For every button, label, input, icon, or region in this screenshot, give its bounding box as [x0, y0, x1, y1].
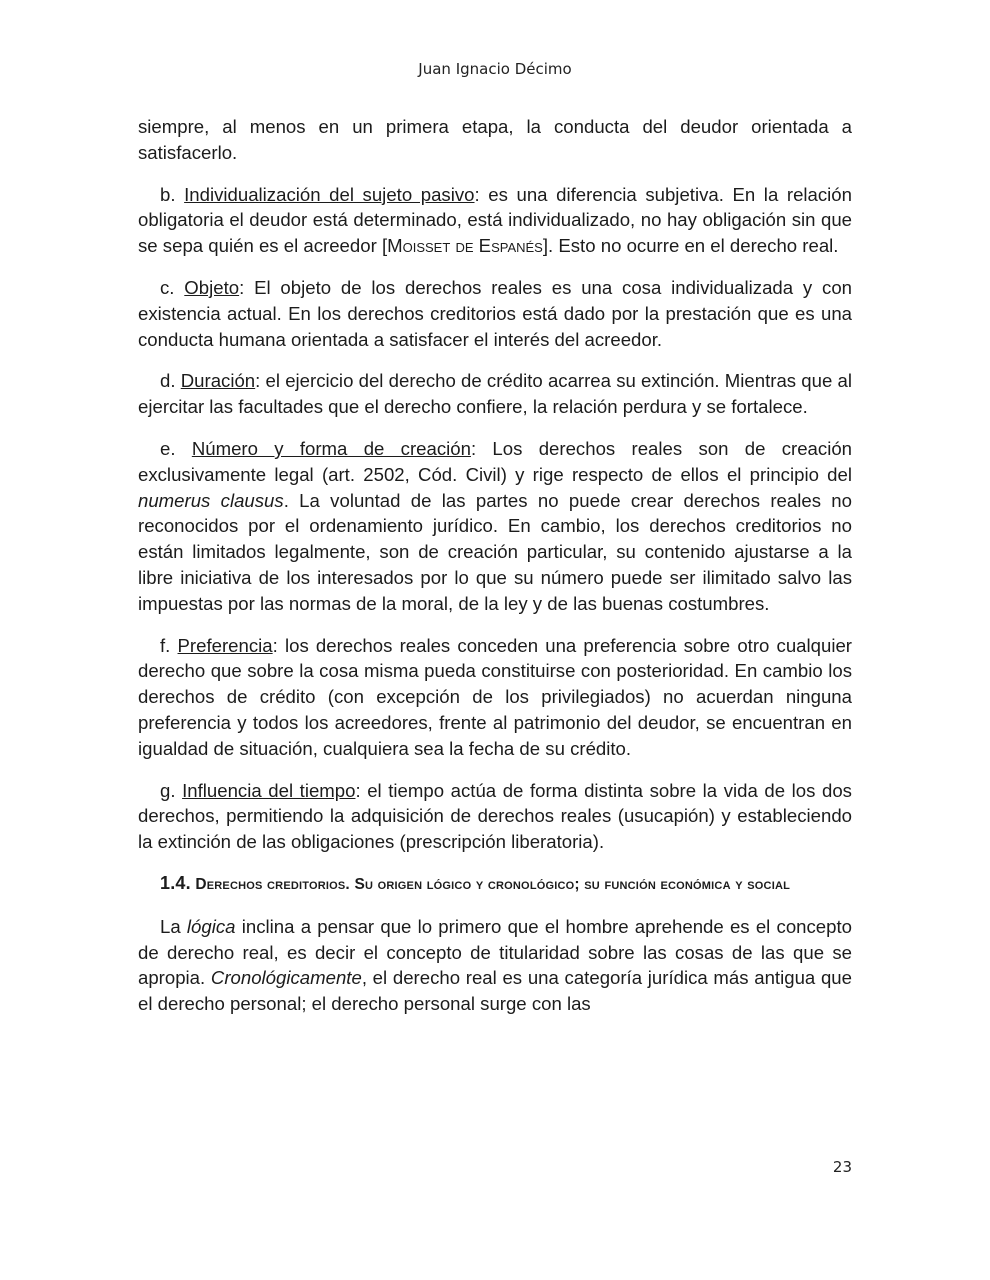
paragraph-f — [138, 633, 852, 762]
item-text: : Los derechos reales son de creación exclusivamente legal (art. 2502, Cód. Civil) y rige respecto de ellos el principio del — [138, 437, 853, 485]
paragraph-d — [138, 368, 852, 420]
paragraph-c — [138, 275, 852, 352]
emphasis-text: lógica — [186, 915, 236, 937]
item-text: : el ejercicio del derecho de crédito acarrea su extinción. Mientras que al ejercitar las facultades que el derecho confiere, la relación perdura y se fortalece. — [138, 370, 852, 418]
citation-author: Moisset de Espanés — [387, 235, 543, 257]
item-text: : El objeto de los derechos reales es una cosa individualizada y con existencia actual. En los derechos creditorios está dado por la prestación que es una conducta humana orientada a satisfacer el interés del acreedor. — [138, 276, 853, 350]
paragraph-text: inclina a pensar que lo primero que el hombre aprehende es el concepto de derecho real, es decir el concepto de titularidad sobre las cosas de las que se apropia. — [138, 915, 852, 989]
item-marker: b. — [160, 183, 176, 205]
paragraph-e — [138, 436, 852, 617]
item-term: Objeto — [184, 276, 240, 298]
item-text: : es una diferencia subjetiva. En la relación obligatoria el deudor está determinado, está individualizado, no hay obligación sin que se sepa quién es el acreedor [ — [138, 183, 852, 257]
item-marker: e. — [160, 437, 176, 459]
section-heading — [138, 871, 852, 898]
paragraph-last — [138, 914, 852, 1017]
emphasis-text: Cronológicamente — [210, 967, 362, 989]
item-term: Preferencia — [177, 634, 273, 656]
item-text: . La voluntad de las partes no puede crear derechos reales no reconocidos por el ordenamiento jurídico. En cambio, los derechos creditorios no están limitados legalmente, son de creación particular, su contenido ajustarse a la libre iniciativa de los interesados por lo que su número puede ser ilimitado salvo las impuestas por las normas de la moral, de la ley y de las buenas costumbres. — [138, 489, 852, 614]
item-term: Duración — [180, 370, 256, 392]
section-number: 1.4. — [160, 872, 191, 893]
item-marker: c. — [160, 276, 175, 298]
paragraph-text: La — [160, 915, 187, 937]
item-term: Influencia del tiempo — [182, 779, 356, 801]
latin-term: numerus clausus — [138, 489, 284, 511]
item-marker: f. — [160, 634, 171, 656]
item-term: Individualización del sujeto pasivo — [184, 183, 475, 205]
item-text: : los derechos reales conceden una preferencia sobre otro cualquier derecho que sobre la cosa misma pueda constituirse con posterioridad. En cambio los derechos de crédito (con excepción de los privilegiados) no acuerdan ninguna preferencia y todos los acreedores, frente al patrimonio del deudor, se encuentran en igualdad de situación, cualquiera sea la fecha de su crédito. — [138, 634, 852, 759]
paragraph-text: , el derecho real es una categoría jurídica más antigua que el derecho personal; el derecho personal surge con las — [138, 967, 852, 1015]
running-header: Juan Ignacio Décimo — [418, 60, 572, 78]
paragraph-g — [138, 778, 852, 855]
body-text — [138, 114, 852, 1033]
paragraph-b — [138, 182, 852, 259]
item-text: : el tiempo actúa de forma distinta sobre la vida de los dos derechos, permitiendo la adquisición de derechos reales (usucapión) y estableciendo la extinción de las obligaciones (prescripción liberatoria). — [138, 779, 852, 853]
section-title: Derechos creditorios. Su origen lógico y cronológico; su función económica y social — [195, 875, 791, 893]
item-term: Número y forma de creación — [191, 437, 471, 459]
page-number: 23 — [832, 1158, 852, 1176]
item-marker: d. — [160, 370, 176, 392]
paragraph-continuation: siempre, al menos en un primera etapa, la conducta del deudor orientada a satisfacerlo. — [138, 116, 852, 163]
item-text: ]. Esto no ocurre en el derecho real. — [542, 235, 839, 257]
item-marker: g. — [160, 779, 176, 801]
